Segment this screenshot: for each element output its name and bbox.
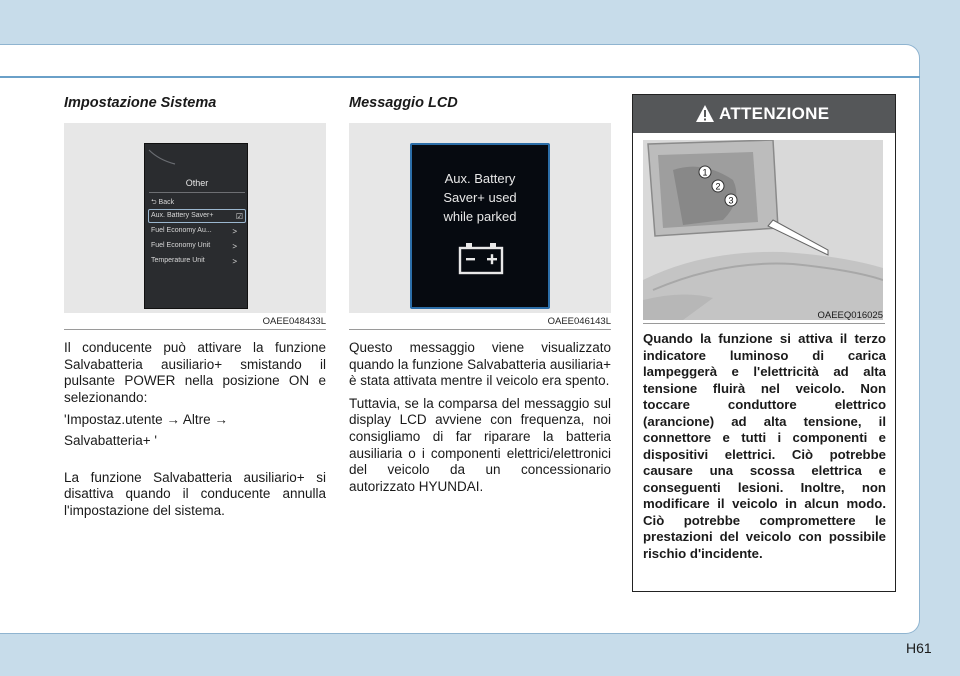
menu-divider [149,192,245,193]
figure-rule [64,329,326,330]
section-heading-lcd-message: Messaggio LCD [349,95,458,111]
lcd-message-line: Aux. Battery [444,171,516,186]
paragraph: Il conducente può attivare la funzione Salvabatteria ausiliario+ smistando il pulsante POWER nella posizione ON e selezionando: [64,340,326,405]
body-text-left [64,340,326,525]
figure-rule [643,323,885,324]
cluster-settings-display [144,143,248,309]
battery-icon [458,241,504,275]
warning-title: ATTENZIONE [719,104,830,123]
menu-item-fuel-economy-auto: Fuel Economy Au... > [151,227,237,236]
page-number: H61 [906,640,932,656]
warning-text: Quando la funzione si attiva il terzo indicatore luminoso di carica lampeggerà e l'elettricità ad alta tensione fluirà nel veicolo. Non toccare conduttore elettrico (arancione) ad alta tensione, il connettore e tutti i componenti e dispositivi elettrici. Ciò potrebbe causare una scossa elettrica e conseguenti lesioni. Inoltre, non modificare il veicolo in alcun modo. Ciò potrebbe compromettere le prestazioni del veicolo con possibile rischio d'incidente. [643,331,886,561]
header-rule [0,76,920,78]
warning-figure-charging-port [643,140,883,320]
figure-code: OAEEQ016025 [817,310,883,321]
callout-2: 2 [715,181,721,192]
paragraph: Tuttavia, se la comparsa del messaggio sul display LCD avviene con frequenza, noi consigliamo di far riparare la batteria ausiliaria o i componenti elettrici/elettronici del veicolo da un concessionario autorizzato HYUNDAI. [349,395,611,494]
warning-box [632,94,896,592]
lcd-message-line: Saver+ used [443,190,517,205]
lcd-display [410,143,550,309]
paragraph: La funzione Salvabatteria ausiliario+ si disattiva quando il conducente annulla l'impostazione del sistema. [64,469,326,518]
callout-3: 3 [728,195,734,206]
lcd-message [412,169,548,226]
paragraph-menu-path: 'Impostaz.utente → Altre → [64,412,228,428]
menu-item-fuel-economy-unit: Fuel Economy Unit > [151,242,237,251]
body-text-middle [349,340,611,501]
figure-code: OAEE046143L [547,316,611,327]
warning-header [633,95,895,133]
display-frame-corner [145,144,249,168]
lcd-message-line: while parked [443,209,517,224]
menu-title: Other [185,178,209,188]
checkbox-icon: ☑ [235,212,243,221]
menu-item-aux-battery-saver: Aux. Battery Saver+ ☑ [151,212,243,221]
section-heading-system-settings: Impostazione Sistema [64,95,217,111]
figure-rule [349,329,611,330]
chevron-right-icon: > [232,257,237,266]
figure-code: OAEE048433L [262,316,326,327]
menu-item-temperature-unit: Temperature Unit > [151,257,237,266]
paragraph: Questo messaggio viene visualizzato quando la funzione Salvabatteria ausiliaria+ è stata attivata mentre il veicolo era spento. [349,340,611,389]
chevron-right-icon: > [232,227,237,236]
menu-item-back: ⮌ Back [151,199,175,206]
paragraph-menu-path-end: Salvabatteria+ ' [64,432,158,448]
callout-1: 1 [702,167,708,178]
chevron-right-icon: > [232,242,237,251]
vehicle-illustration [643,140,883,320]
warning-triangle-icon [695,104,715,123]
